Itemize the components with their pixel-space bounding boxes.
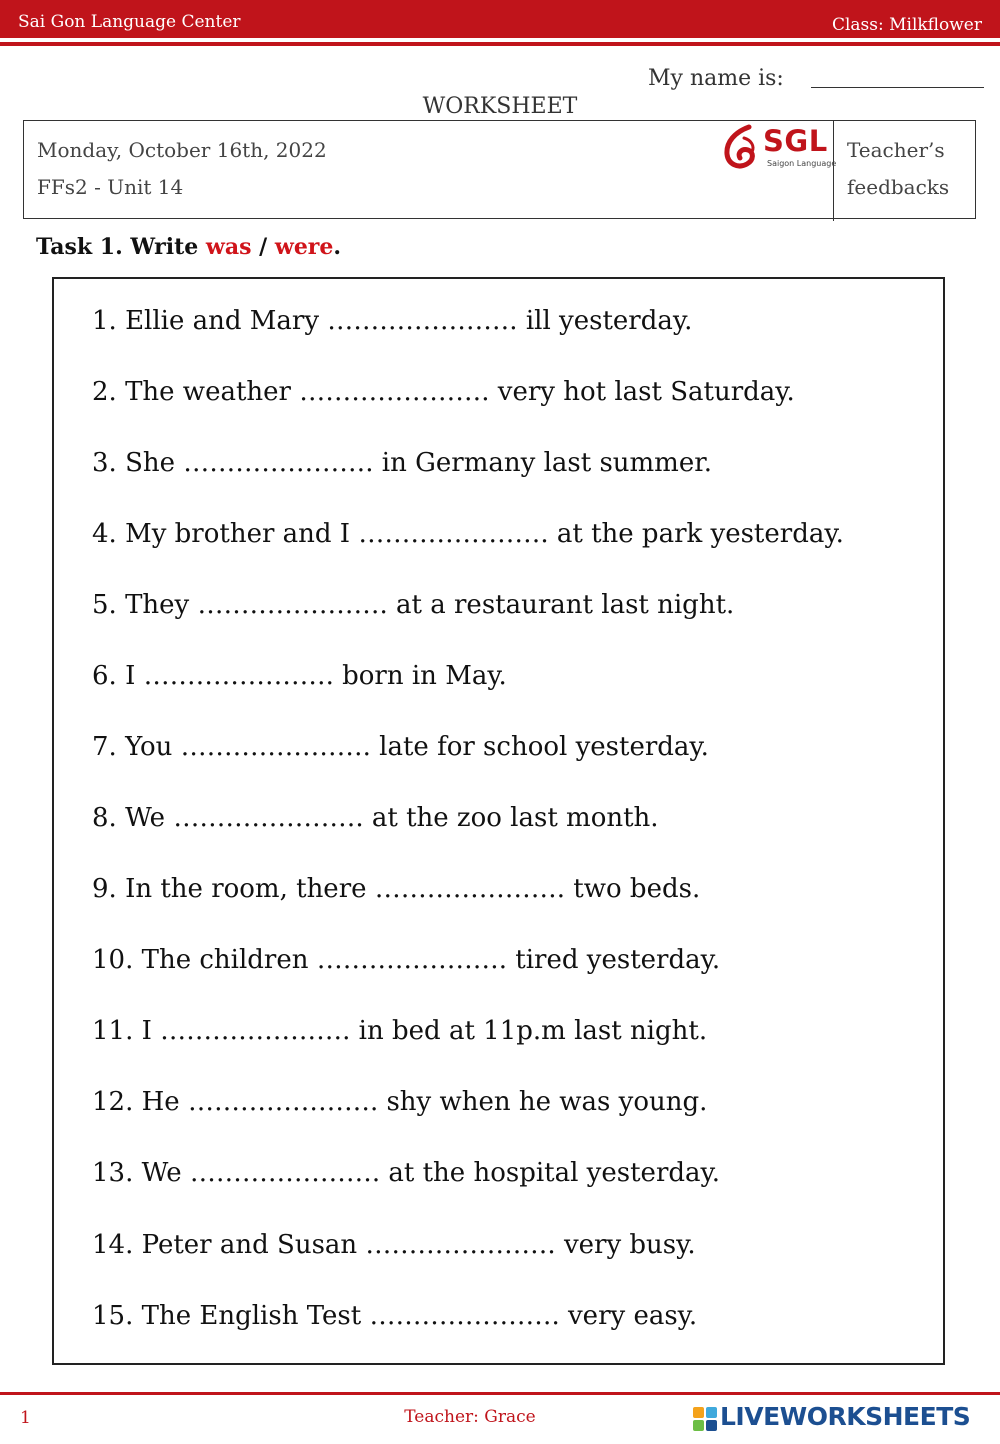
exercise-item[interactable]: 14. Peter and Susan …………………. very busy. <box>92 1230 696 1260</box>
exercise-item[interactable]: 11. I …………………. in bed at 11p.m last night. <box>92 1016 708 1046</box>
exercise-item[interactable]: 10. The children …………………. tired yesterday. <box>92 945 721 975</box>
feedback-label-line1: Teacher’s <box>847 138 945 162</box>
exercise-item[interactable]: 8. We …………………. at the zoo last month. <box>92 803 659 833</box>
task-suffix: . <box>333 234 342 260</box>
sgl-logo-text: SGL <box>763 124 828 158</box>
exercise-item[interactable]: 6. I …………………. born in May. <box>92 661 507 691</box>
lesson-unit: FFs2 - Unit 14 <box>37 175 184 199</box>
center-name: Sai Gon Language Center <box>18 12 241 32</box>
worksheet-title: WORKSHEET <box>422 94 578 119</box>
option-were: were <box>274 234 334 260</box>
sgl-logo-icon <box>721 124 761 172</box>
page-number: 1 <box>20 1408 31 1428</box>
info-divider <box>833 120 834 221</box>
liveworksheets-brand: LIVEWORKSHEETS <box>720 1402 971 1431</box>
class-label: Class: Milkflower <box>831 15 982 35</box>
exercise-item[interactable]: 12. He …………………. shy when he was young. <box>92 1087 708 1117</box>
teacher-name: Teacher: Grace <box>404 1407 536 1427</box>
feedback-label-line2: feedbacks <box>847 175 950 199</box>
footer-rule <box>0 1392 1000 1395</box>
task-separator: / <box>251 234 275 260</box>
task-title <box>36 234 341 260</box>
sgl-logo-subtitle: Saigon Language <box>767 159 837 168</box>
exercise-item[interactable]: 7. You …………………. late for school yesterday. <box>92 732 709 762</box>
exercise-item[interactable]: 5. They …………………. at a restaurant last night. <box>92 590 735 620</box>
task-prefix: Task 1. Write <box>36 234 206 260</box>
exercise-item[interactable]: 3. She …………………. in Germany last summer. <box>92 448 713 478</box>
option-was: was <box>205 234 252 260</box>
header-rule <box>0 42 1000 46</box>
exercise-item[interactable]: 2. The weather …………………. very hot last Saturday. <box>92 377 795 407</box>
exercise-item[interactable]: 4. My brother and I …………………. at the park yesterday. <box>92 519 844 549</box>
liveworksheets-logo-icon <box>692 1406 718 1432</box>
name-prompt: My name is: <box>648 66 784 91</box>
exercise-item[interactable]: 9. In the room, there …………………. two beds. <box>92 874 701 904</box>
lesson-date: Monday, October 16th, 2022 <box>37 138 327 162</box>
exercise-item[interactable]: 15. The English Test …………………. very easy. <box>92 1301 698 1331</box>
exercise-item[interactable]: 13. We …………………. at the hospital yesterday. <box>92 1158 721 1188</box>
name-blank-line[interactable] <box>811 87 984 88</box>
exercise-item[interactable]: 1. Ellie and Mary …………………. ill yesterday. <box>92 306 693 336</box>
